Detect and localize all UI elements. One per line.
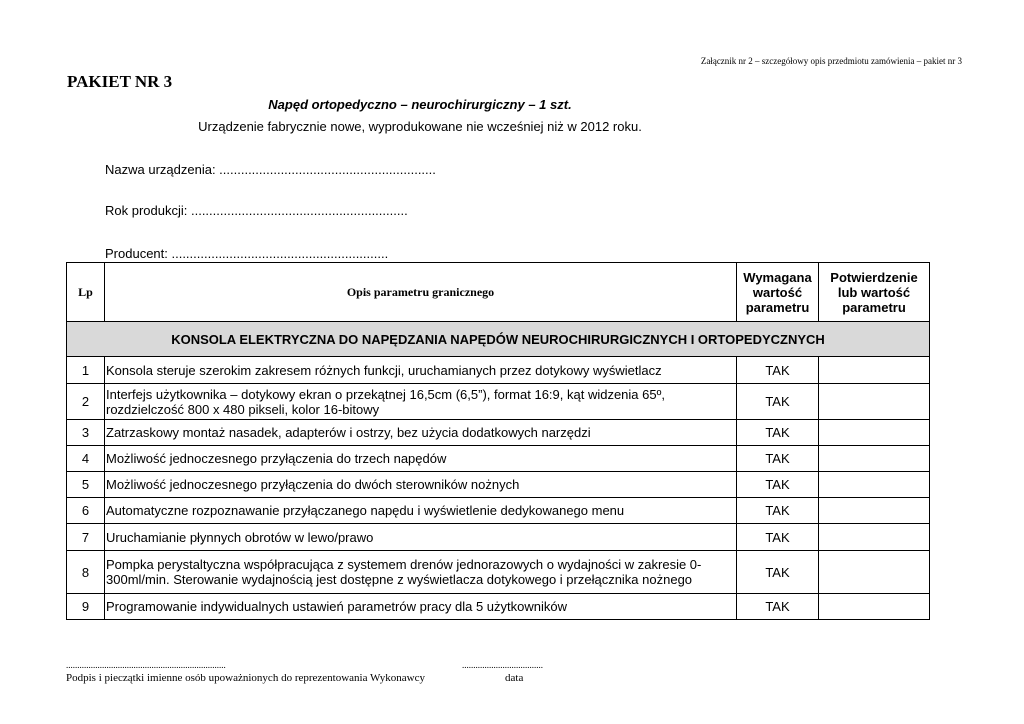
- row-required-value: TAK: [737, 551, 819, 594]
- row-description: Pompka perystaltyczna współpracująca z systemem drenów jednorazowych o wydajności w zakresie 0-300ml/min. Sterowanie wydajnością jest dostępne z wyświetlacza dotykowego i przełącznika nożnego: [105, 551, 737, 594]
- row-description: Możliwość jednoczesnego przyłączenia do dwóch sterowników nożnych: [105, 472, 737, 498]
- field-device-name[interactable]: Nazwa urządzenia: ............................................................: [105, 162, 436, 177]
- row-number: 3: [67, 420, 105, 446]
- row-number: 5: [67, 472, 105, 498]
- row-required-value: TAK: [737, 594, 819, 620]
- table-row: [67, 446, 930, 472]
- column-header-description: Opis parametru granicznego: [105, 263, 737, 322]
- table-row: [67, 472, 930, 498]
- row-required-value: TAK: [737, 420, 819, 446]
- field-producer[interactable]: Producent: ............................................................: [105, 246, 389, 261]
- table-row: [67, 384, 930, 420]
- table-row: [67, 551, 930, 594]
- row-required-value: TAK: [737, 472, 819, 498]
- column-header-confirmation: Potwierdzenie lub wartość parametru: [819, 263, 930, 322]
- parameters-table: [66, 262, 930, 620]
- signature-line: .......................................................................: [66, 660, 226, 670]
- table-header-row: [67, 263, 930, 322]
- table-row: [67, 420, 930, 446]
- row-confirmation-cell[interactable]: [819, 594, 930, 620]
- row-confirmation-cell[interactable]: [819, 357, 930, 384]
- row-confirmation-cell[interactable]: [819, 524, 930, 551]
- row-number: 4: [67, 446, 105, 472]
- date-label: data: [505, 672, 524, 684]
- table-row: [67, 498, 930, 524]
- row-number: 7: [67, 524, 105, 551]
- column-header-lp: Lp: [67, 263, 105, 322]
- row-number: 8: [67, 551, 105, 594]
- row-number: 2: [67, 384, 105, 420]
- date-line: ....................................: [462, 660, 543, 670]
- row-confirmation-cell[interactable]: [819, 498, 930, 524]
- row-description: Interfejs użytkownika – dotykowy ekran o przekątnej 16,5cm (6,5”), format 16:9, kąt widzenia 65º, rozdzielczość 800 x 480 pikseli, kolor 16-bitowy: [105, 384, 737, 420]
- row-required-value: TAK: [737, 524, 819, 551]
- row-number: 6: [67, 498, 105, 524]
- device-note: Urządzenie fabrycznie nowe, wyprodukowane nie wcześniej niż w 2012 roku.: [198, 119, 642, 134]
- row-confirmation-cell[interactable]: [819, 384, 930, 420]
- row-description: Zatrzaskowy montaż nasadek, adapterów i ostrzy, bez użycia dodatkowych narzędzi: [105, 420, 737, 446]
- package-title: PAKIET NR 3: [67, 72, 173, 91]
- row-required-value: TAK: [737, 446, 819, 472]
- device-subtitle: Napęd ortopedyczno – neurochirurgiczny – 1 szt.: [268, 97, 572, 112]
- row-confirmation-cell[interactable]: [819, 420, 930, 446]
- row-confirmation-cell[interactable]: [819, 446, 930, 472]
- row-required-value: TAK: [737, 357, 819, 384]
- signature-label: Podpis i pieczątki imienne osób upoważnionych do reprezentowania Wykonawcy: [66, 672, 425, 684]
- column-header-required: Wymagana wartość parametru: [737, 263, 819, 322]
- row-description: Możliwość jednoczesnego przyłączenia do trzech napędów: [105, 446, 737, 472]
- field-production-year[interactable]: Rok produkcji: ............................................................: [105, 203, 408, 218]
- table-row: [67, 594, 930, 620]
- row-confirmation-cell[interactable]: [819, 551, 930, 594]
- row-required-value: TAK: [737, 498, 819, 524]
- table-section-row: [67, 322, 930, 357]
- row-description: Uruchamianie płynnych obrotów w lewo/prawo: [105, 524, 737, 551]
- row-description: Automatyczne rozpoznawanie przyłączanego napędu i wyświetlenie dedykowanego menu: [105, 498, 737, 524]
- row-required-value: TAK: [737, 384, 819, 420]
- row-description: Konsola steruje szerokim zakresem różnych funkcji, uruchamianych przez dotykowy wyświetlacz: [105, 357, 737, 384]
- section-title: KONSOLA ELEKTRYCZNA DO NAPĘDZANIA NAPĘDÓW NEUROCHIRURGICZNYCH I ORTOPEDYCZNYCH: [67, 322, 930, 357]
- table-row: [67, 357, 930, 384]
- row-confirmation-cell[interactable]: [819, 472, 930, 498]
- row-number: 1: [67, 357, 105, 384]
- table-row: [67, 524, 930, 551]
- row-number: 9: [67, 594, 105, 620]
- attachment-label: Załącznik nr 2 – szczegółowy opis przedmiotu zamówienia – pakiet nr 3: [700, 56, 962, 66]
- row-description: Programowanie indywidualnych ustawień parametrów pracy dla 5 użytkowników: [105, 594, 737, 620]
